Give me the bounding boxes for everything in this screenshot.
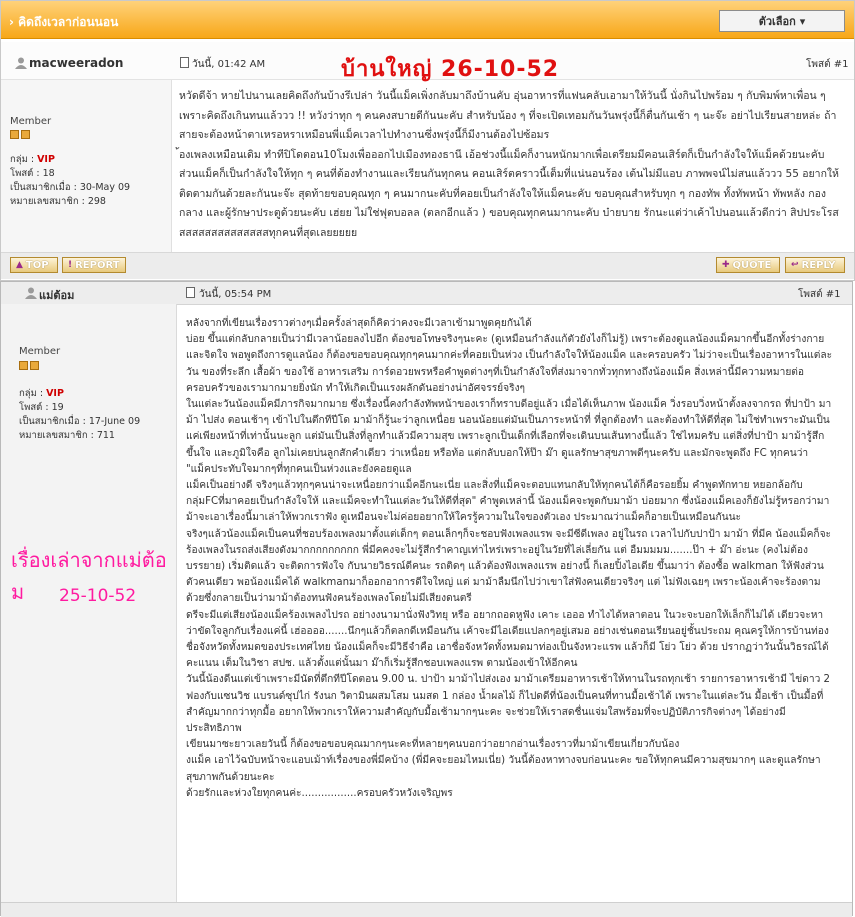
rank-stars (19, 361, 39, 370)
member-number: หมายเลขสมาชิก : 711 (19, 430, 115, 441)
triangle-down-icon: ▾ (799, 14, 806, 28)
reply-button[interactable]: ↩ REPLY (785, 257, 845, 273)
post-footer (1, 252, 854, 279)
post-paragraph: เขียนมาซะยาวเลยวันนี้ ก็ต้องขอขอบคุณมากๆนะคะที่หลายๆคนบอกว่าอยากอ่านเรื่องราวที่มาม้าเขียนเกี่ยวกับน้อง (186, 739, 680, 751)
post-time: วันนี้, 05:54 PM (199, 289, 272, 300)
user-info-panel (1, 304, 177, 914)
post-header (1, 282, 852, 305)
post-footer (1, 902, 852, 917)
post-number[interactable]: โพสต์ #1 (798, 289, 841, 300)
post-paragraph: ้องเพลงเหมือนเดิม ทำทีปิโดตอน10โมงเพื่อออกไปเมืองทองธานี เอ้อช่วงนี้แม็คก็งานหนักมากเพื่อเตรียมมีคอนเสิร์ตก็เป็นกำลังใจให้แม็คด้วยนะคับ ส่วนแม็คก็เป็นกำลังใจให้ทุก ๆ คนที่ต้องทำงานและเรียนกันทุกคน คอนเสิร์ตคราวนี้เต็มที่แน่นอนร้อง เต้นไม่มีแอบ ภาพพจน์ไม่สนแล้ววว 55 อยากให้ติดตามกันด้วยละกันนะจ๊ะ สุดท้ายขอบคุณทุก ๆ คนมากนะคับที่คอยเป็นกำลังใจให้แม็คนะคับ ขอบคุณสำหรับทุก ๆ กองทัพ ทั้งทัพหน้า ทัพหลัง กองกลาง และผู้รักษาประตูด้วยนะคับ เฮ่ยย ไม่ใช่ฟุตบอลล (ตลกอีกแล้ว ) ขอบคุณทุกคนมากนะคับ บ๋ายบาย รักนะแต่ว่าเค้าไปนอนแล้วดีกว่า สิปประโรสสสสสสสสสสสสสสสทุกคนที่สุดเลยยยยย (179, 148, 839, 239)
user-icon (25, 287, 37, 299)
post-paragraph: ดรีจะมีแต่เสียงน้องแม็คร้องเพลงไปรถ อย่างงนามานั่งฟังวิทยุ หรือ อยากถอดหูฟัง เคาะ เอออ ทำไงได้หลาตอน ในวะจะบอกให้เล็กก็ไม่ได้ เดียวจะหาว่าขัดใจลูกกับเรื่องแค่นี้ เฮ่ออออ.......นึกๆแล้วก็ตลกดีเหมือนกัน เค้าจะมีไอเดียแปลกๆอยู่เสมอ อย่างเช่นตอนเรียนอยู่ชั้นประถม คุณครูให้การบ้านท่องชื่อจังหวัดทั้งหมดของประเทศไทย น้องแม็คก็จะมีวิธีจำคือ เอาชื่อจังหวัดทั้งหมดมาท่องเป็นจังหวะแรพ แล้วก็มี โย่ว โย่ว ด้วย ปรากฏว่าวันนั้นวิธรณ์ได้คะแนน เต็มในวิชา สปช. แล้วตั้งแต่นั้นมา ม๊าก็เริ่มรู้สึกชอบเพลงแรพ ตามน้องเข้าให้อีกคน (186, 609, 829, 670)
post-count: โพสต์ : 18 (10, 168, 55, 179)
group-badge: VIP (46, 388, 64, 399)
post-number[interactable]: โพสต์ #1 (806, 59, 849, 70)
user-details: กลุ่ม : VIP โพสต์ : 18 เป็นสมาชิกเมื่อ : 30-May 09 หมายเลขสมาชิก : 298 (10, 154, 131, 207)
username[interactable]: แม่ต้อม (39, 289, 75, 302)
post-count: โพสต์ : 19 (19, 402, 64, 413)
post-paragraph: แม็คเป็นอย่างดี จริงๆแล้วทุกๆคนน่าจะเหนื่อยกว่าแม็คอีกนะเนี่ย และสิ่งที่แม็คจะตอบแทนกลับให้ทุกคนได้ก็คือรอยยิ้ม คำพูดทักทาย หยอกล้อกับกลุ่มFCที่มาคอยเป็นกำลังใจให้ และแม็คจะทำในแต่ละวันให้ดีที่สุด" คำพูดเหล่านี้ น้องแม็คจะพูดกับมาม้า บ่อยมาก ซึ่งน้องแม็คเองก็ยังไม่รู้หรอกว่ามาม้าจะเอาเรื่องนี้มาเล่าให้พวกเราฟัง ดูเหมือนจะไม่ค่อยอยากให้ใครรู้ความในใจของตัวเอง ประมาณว่าแม็คก็อายเป็นเหมือนกันนะ (186, 480, 830, 524)
post-paragraph: วันนี้น้องดีนแต่เข้าเพราะมีนัดที่ตึกทีปีโดตอน 9.00 น. ปาป้า มาม้าไปส่งเอง มาม้าเตรียมอาหารเช้าให้ทานในรถทุกเช้า รายการอาหารเช้ามี ไข่ดาว 2 ฟองกับแซนวิช แบรนด์ซุปไก่ รังนก วิตามินผสมโสม นมสด 1 กล่อง น้ำผลไม้ ก็ไปดดีที่น้องเป็นคนที่ทานมื้อเช้าได้ เพราะในแต่ละวัน มื้อเช้า เป็นมื้อที่สำคัญมากกว่าทุกมื้อ อยากให้พวกเราให้ความสำคัญกับมื้อเช้ามากๆนะคะ จะช่วยให้เราสดชื่นแจ่มใสพร้อมที่จะปฏิบัติภารกิจต่างๆ ได้อย่างมีประสิทธิภาพ (186, 674, 831, 735)
post-paragraph: งแม็ค เอาไว้ฉบับหน้าจะแอบเม้าท์เรื่องของพี่มีคบ้าง (พี่มีคจะยอมไหมเนี่ย) วันนี้ต้องหาทางจบก่อนนะคะ ขอให้ทุกคนมีความสุขมากๆ และดูแลรักษาสุขภาพกันด้วยนะคะ (186, 755, 821, 783)
member-title: Member (19, 346, 61, 357)
post-time: วันนี้, 01:42 AM (192, 59, 266, 70)
top-button[interactable]: ▲ TOP (10, 257, 58, 273)
options-dropdown[interactable] (719, 10, 845, 32)
member-title: Member (10, 116, 52, 127)
post-paragraph: หวัดดีจ้า หายไปนานเลยคิดถึงกันบ้างรึเปล่า วันนี้แม็คเพิ่งกลับมาถึงบ้านคับ อุ่นอาหารที่แฟนคลับเอามาให้วันนี้ นั่งกินไปพร้อม ๆ กับพิมพ์หาเพื่อน ๆ เพราะคิดถึงเกินทนแล้ววว !! หวังว่าทุก ๆ คนคงสบายดีกันนะคับ สำหรับน้อง ๆ ที่จะเปิดเทอมกันวันพรุ่งนี้ก็ตื่นกันเช้า ๆ นะจ๊ะ อย่าไปเรียนสายหล่ะ ถ้าสายจะต้องหน้าตาเหรอหราเหมือนพี่แม็คเวลาไปทำงานซึ่งพรุ่งนี้ก็มีงานต้องไปซ้อมร (179, 90, 837, 141)
group-badge: VIP (37, 154, 55, 165)
post-body (186, 316, 834, 802)
side-headline: เรื่องเล่าจากแม่ต้อม (11, 548, 167, 604)
post-panel-2 (0, 281, 853, 916)
post-document-icon (180, 57, 189, 68)
post-body (179, 87, 847, 243)
user-details: กลุ่ม : VIP โพสต์ : 19 เป็นสมาชิกเมื่อ : 17-June 09 หมายเลขสมาชิก : 711 (19, 388, 141, 441)
options-label: ตัวเลือก (758, 15, 796, 28)
arrow-up-icon: ▲ (16, 260, 23, 270)
reply-icon: ↩ (791, 260, 799, 270)
thread-title: › คิดถึงเวลาก่อนนอน (9, 15, 119, 29)
side-date: 25-10-52 (59, 586, 137, 606)
username[interactable]: macweeradon (29, 56, 124, 70)
quote-button[interactable]: ✚ QUOTE (716, 257, 780, 273)
user-info-panel (1, 80, 172, 252)
post-paragraph: หลังจากที่เขียนเรื่องราวต่างๆเมื่อครั้งล่าสุดก็คิดว่าคงจะมีเวลาเข้ามาพูดคุยกันได้ (186, 318, 532, 329)
post-paragraph: จริงๆแล้วน้องแม็คเป็นคนที่ชอบร้องเพลงมาตั้งแต่เด็กๆ ตอนเล็กๆก็จะชอบฟังเพลงแรพ จะมีซีดีเพลง อยู่ในรถ เวลาไปกับปาป้า มาม้า ที่มีค น้องแม็คก็จะร้องเพลงในรถส่งเสียงดังมากกกกกกกกก พี่มีคคงจะไม่รู้สึกรำคาญเท่าไหร่เพราะอยู่ในวัยที่ไล่เลี่ยกัน แต่ อืมมมมม.......ป๊า + ม๊า อ่ะนะ (คงไม่ต้องบรรยาย) เริ่มติดแล้ว จะติดการฟังใจ กับนายวิธรณ์ดีคนะ รถติดๆ แล้วต้องฟังเพลงแรพ อย่างนี้ ก็เลยปิ้งไอเดีย ขึ้นมาว่า ต้องซื้อ walkman ให้ฟังส่วนตัวคนเดียว พอน้องแม็คได้ walkmanมาก็ออกอาการดีใจใหญ่ แต่ มาม้าลืมนึกไปว่าเขาใส่ฟังคนเดียวจริงๆ แต่ ไม่ฟังเฉยๆ เพราะน้องเค้าจะร้องตามด้วยซึ่งกลายเป็นว่ามาม้าต้องทนฟังคนร้องเพลงโดยไม่มีเสียงดนตรี (186, 528, 832, 605)
user-icon (15, 57, 27, 69)
post-panel-1 (0, 0, 855, 281)
rank-stars (10, 130, 30, 139)
post-paragraph: บ่อย ขึ้นแต่กลับกลายเป็นว่ามีเวลาน้อยลงไปอีก ต้องขอโทษจริงๆนะคะ (ดูเหมือนกำลังแก้ตัวยังไงก็ไม่รู้) เพราะต้องดูแลน้องแม็คมากขึ้นอีกทั้งร่างกายและจิตใจ พอพูดถึงการดูแลน้อง ก็ต้องขอขอบคุณทุกๆคนมากค่ะที่คอยเป็นห่วง เป็นกำลังใจให้น้องแม็ค และครอบครัว ไม่ว่าจะเป็นเรื่องอาหารในแต่ละวัน ของที่ระลึก เสื้อผ้า ของใช้ อาหารเสริม การ์ดอวยพรหรือคำพูดต่างๆที่เป็นกำลังใจที่ส่งมาจากทั่วทุกทางถึงน้องแม็ค สิ่งเหล่านี้มีความหมายต่อครอบครัวของเรามากมายยิ่งนัก ทำให้เกิดเป็นแรงผลักดันอย่างน่าอัศจรรย์จริงๆ (186, 334, 833, 394)
join-date: เป็นสมาชิกเมื่อ : 30-May 09 (10, 182, 131, 193)
post-paragraph: ด้วยรักและห่วงใยทุกคนค่ะ.................ครอบครัวหวังเจริญพร (186, 787, 453, 799)
post-document-icon (186, 287, 195, 298)
member-number: หมายเลขสมาชิก : 298 (10, 196, 106, 207)
post-headline: บ้านใหญ่ 26-10-52 (341, 57, 560, 82)
thread-title-bar (1, 1, 854, 39)
warning-icon: ! (68, 260, 73, 270)
post-paragraph: ในแต่ละวันน้องแม็คมีภารกิจมากมาย ซึ่งเรื่องนี้คงกำลังทัพหน้าของเราก็ทราบดีอยู่แล้ว เมื่อได้เห็นภาพ น้องแม็ค วิ่งรอบวิ่งหน้าตั้งลงจากรถ ที่ปาป้า มาม้า ไปส่ง ตอนเช้าๆ เข้าไปในตึกทีปีโด มาม้าก็รู้นะว่าลูกเหนื่อย นอนน้อยแต่มันเป็นภาระหน้าที่ ที่ลูกต้องทำ และต้องทำให้ดีที่สุด ไม่ใช่ทำเพราะมันเป็นแค่เพียงหน้าที่เท่านั้นนะลูก แต่มันเป็นสิ่งที่ลูกทำแล้วมีความสุข เพราะลูกเป็นเด็กที่เลือกที่จะเดินบนเส้นทางนี้แล้ว ใช่ไหมครับ แต่สิ่งที่ปาป้า มาม้ารู้สึกขึ้นใจ และภูมิใจคือ ลูกไม่เคยบ่นลูกสักคำเดียว ว่าเหนื่อย หรือท้อ แต่กลับบอกให้ป๊า ม๊า ดูแลรักษาสุขภาพดีๆนะครับ และมักจะพูดถึง FC ทุกคนว่า "แม็คประทับใจมากๆที่ทุกคนเป็นห่วงและยังคอยดูแล (186, 399, 832, 475)
join-date: เป็นสมาชิกเมื่อ : 17-June 09 (19, 416, 141, 427)
plus-icon: ✚ (722, 260, 730, 270)
report-button[interactable]: ! REPORT (62, 257, 126, 273)
